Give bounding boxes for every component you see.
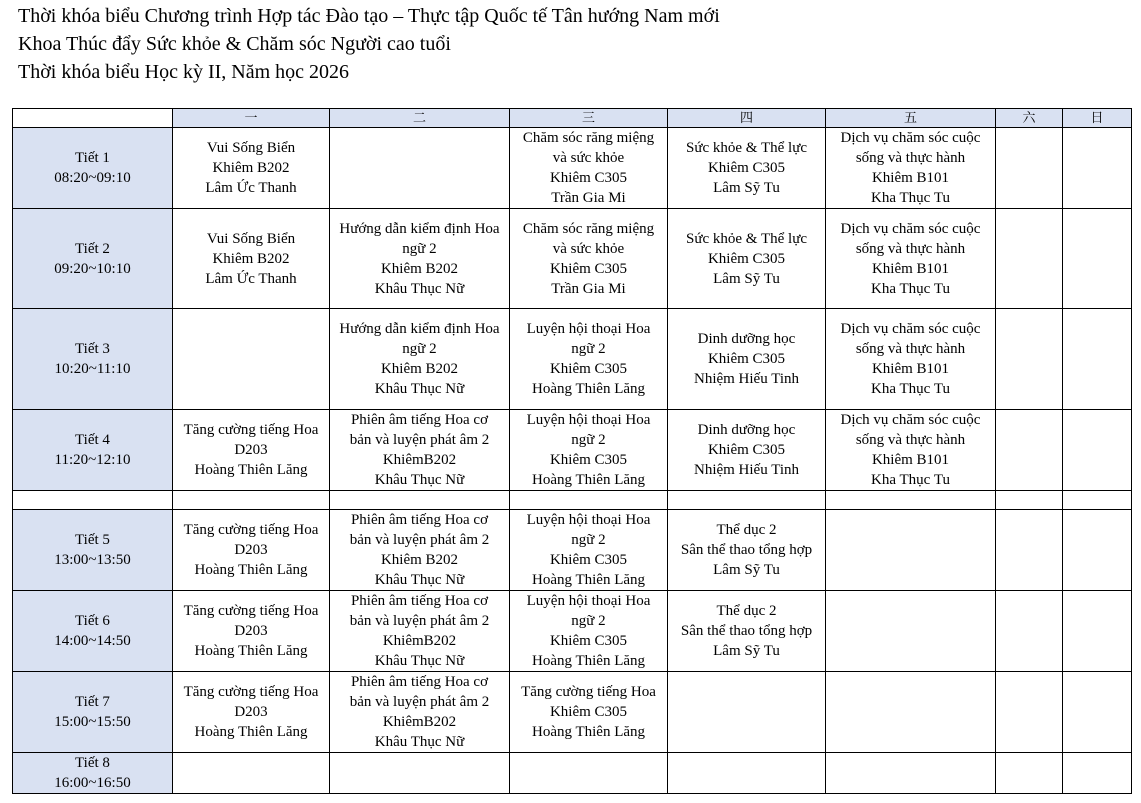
class-cell-line: ngữ 2 — [402, 341, 437, 357]
class-cell-line: Khiêm C305 — [549, 170, 628, 186]
class-cell-line: sống và thực hành — [855, 240, 966, 257]
class-cell-wed — [510, 753, 668, 794]
period-time: 10:20~11:10 — [54, 361, 131, 377]
class-cell-line: Tăng cường tiếng Hoa — [521, 684, 656, 700]
class-cell-line: Phiên âm tiếng Hoa cơ — [350, 593, 489, 609]
period-label-cell — [13, 753, 173, 794]
period-label-cell — [13, 209, 173, 309]
class-cell-sun — [1063, 128, 1132, 209]
class-cell-fri — [826, 591, 996, 672]
class-cell-line: D203 — [234, 623, 268, 639]
class-cell-mon — [173, 510, 330, 591]
class-cell-wed — [510, 309, 668, 410]
class-cell-line: Dinh dưỡng học — [697, 422, 796, 438]
day-header-sat: 六 — [996, 109, 1063, 128]
break-cell — [330, 491, 510, 510]
class-cell-line: Lâm Sỹ Tu — [713, 562, 780, 578]
period-name: Tiết 8 — [75, 755, 110, 771]
class-cell-line: Vui Sống Biển — [206, 140, 296, 156]
period-name: Tiết 6 — [75, 613, 110, 629]
class-cell-line: Khiêm C305 — [707, 442, 786, 458]
class-cell-line: và sức khỏe — [552, 240, 625, 257]
class-cell-sat — [996, 591, 1063, 672]
class-cell-tue — [330, 591, 510, 672]
class-cell-line: Hoàng Thiên Lăng — [194, 643, 308, 659]
class-cell-line: ngữ 2 — [571, 613, 606, 629]
class-cell-line: Chăm sóc răng miệng — [522, 220, 655, 237]
class-cell-thu — [668, 309, 826, 410]
class-cell-mon — [173, 591, 330, 672]
period-row — [13, 510, 1132, 591]
day-header-tue: 二 — [330, 109, 510, 128]
class-cell-line: Hoàng Thiên Lăng — [531, 653, 646, 669]
class-cell-line: Khiêm C305 — [707, 160, 786, 176]
period-name: Tiết 1 — [75, 150, 110, 166]
class-cell-line: bản và luyện phát âm 2 — [349, 532, 490, 548]
class-cell-line: Kha Thục Tu — [871, 381, 950, 397]
class-cell-line: Hoàng Thiên Lăng — [531, 381, 646, 397]
period-row — [13, 410, 1132, 491]
class-cell-line: Dịch vụ chăm sóc cuộc — [840, 412, 981, 428]
class-cell-mon — [173, 753, 330, 794]
class-cell-line: Tăng cường tiếng Hoa — [183, 603, 319, 619]
class-cell-line: Khiêm B101 — [871, 170, 950, 186]
class-cell-sat — [996, 753, 1063, 794]
period-time: 16:00~16:50 — [54, 775, 131, 791]
class-cell-line: Khiêm C305 — [707, 351, 786, 367]
class-cell-line: Phiên âm tiếng Hoa cơ — [350, 674, 489, 690]
period-time: 13:00~13:50 — [54, 552, 131, 568]
class-cell-wed — [510, 510, 668, 591]
class-cell-thu — [668, 672, 826, 753]
class-cell-line: Phiên âm tiếng Hoa cơ — [350, 512, 489, 528]
class-cell-line: KhiêmB202 — [382, 452, 457, 468]
class-cell-line: Hướng dẫn kiểm định Hoa — [339, 321, 500, 337]
class-cell-line: bản và luyện phát âm 2 — [349, 613, 490, 629]
class-cell-sat — [996, 209, 1063, 309]
period-row — [13, 753, 1132, 794]
timetable — [12, 108, 1132, 794]
class-cell-line: Hoàng Thiên Lăng — [531, 724, 646, 740]
class-cell-line: ngữ 2 — [571, 341, 606, 357]
break-cell — [510, 491, 668, 510]
period-row — [13, 309, 1132, 410]
class-cell-line: sống và thực hành — [855, 150, 966, 166]
class-cell-line: và sức khỏe — [552, 150, 625, 166]
break-cell — [668, 491, 826, 510]
break-cell — [1063, 491, 1132, 510]
class-cell-mon — [173, 410, 330, 491]
class-cell-wed — [510, 591, 668, 672]
class-cell-sun — [1063, 591, 1132, 672]
class-cell-line: Hướng dẫn kiểm định Hoa — [339, 220, 500, 237]
class-cell-line: Luyện hội thoại Hoa — [526, 321, 651, 337]
class-cell-wed — [510, 410, 668, 491]
period-row — [13, 672, 1132, 753]
class-cell-sat — [996, 309, 1063, 410]
class-cell-sun — [1063, 753, 1132, 794]
class-cell-line: Khiêm B202 — [380, 552, 459, 568]
class-cell-line: KhiêmB202 — [382, 714, 457, 730]
day-header-fri: 五 — [826, 109, 996, 128]
class-cell-line: Dịch vụ chăm sóc cuộc — [840, 130, 981, 146]
class-cell-tue — [330, 510, 510, 591]
class-cell-line: Trần Gia Mi — [551, 190, 626, 206]
class-cell-wed — [510, 672, 668, 753]
class-cell-sun — [1063, 209, 1132, 309]
class-cell-line: Phiên âm tiếng Hoa cơ — [350, 412, 489, 428]
period-label-cell — [13, 510, 173, 591]
class-cell-sun — [1063, 672, 1132, 753]
class-cell-wed — [510, 209, 668, 309]
class-cell-line: Khiêm C305 — [549, 260, 628, 277]
document-header — [18, 2, 720, 86]
class-cell-line: Nhiệm Hiếu Tinh — [693, 462, 799, 478]
class-cell-line: Luyện hội thoại Hoa — [526, 412, 651, 428]
class-cell-line: Thể dục 2 — [716, 603, 777, 619]
class-cell-fri — [826, 410, 996, 491]
class-cell-line: Hoàng Thiên Lăng — [194, 462, 308, 478]
period-label-cell — [13, 591, 173, 672]
class-cell-mon — [173, 209, 330, 309]
class-cell-line: D203 — [234, 542, 268, 558]
class-cell-line: Kha Thục Tu — [871, 472, 950, 488]
period-label-cell — [13, 672, 173, 753]
class-cell-line: Khiêm B202 — [212, 250, 290, 267]
class-cell-line: Lâm Sỹ Tu — [713, 180, 780, 196]
class-cell-line: Khiêm B101 — [871, 361, 950, 377]
class-cell-fri — [826, 753, 996, 794]
header-title-line: Thời khóa biểu Chương trình Hợp tác Đào tạo – Thực tập Quốc tế Tân hướng Nam mới — [18, 5, 720, 27]
class-cell-line: Luyện hội thoại Hoa — [526, 593, 651, 609]
class-cell-line: Sân thể thao tổng hợp — [680, 542, 813, 558]
class-cell-wed — [510, 128, 668, 209]
period-time: 15:00~15:50 — [54, 714, 131, 730]
period-label-cell — [13, 410, 173, 491]
period-label-cell — [13, 128, 173, 209]
class-cell-line: bản và luyện phát âm 2 — [349, 694, 490, 710]
class-cell-line: Khiêm B202 — [380, 361, 459, 377]
class-cell-line: Khiêm C305 — [549, 552, 628, 568]
break-cell — [13, 491, 173, 510]
class-cell-line: sống và thực hành — [855, 341, 966, 357]
class-cell-line: KhiêmB202 — [382, 633, 457, 649]
class-cell-tue — [330, 128, 510, 209]
class-cell-sat — [996, 510, 1063, 591]
class-cell-line: D203 — [234, 442, 268, 458]
day-header-row — [13, 109, 1132, 128]
class-cell-line: Khâu Thục Nữ — [374, 734, 465, 750]
period-name: Tiết 4 — [75, 432, 110, 448]
break-cell — [996, 491, 1063, 510]
class-cell-line: Hoàng Thiên Lăng — [531, 572, 646, 588]
class-cell-sat — [996, 672, 1063, 753]
class-cell-tue — [330, 753, 510, 794]
period-time: 14:00~14:50 — [54, 633, 131, 649]
class-cell-line: Khâu Thục Nữ — [374, 572, 465, 588]
class-cell-line: Hoàng Thiên Lăng — [531, 472, 646, 488]
class-cell-line: Khiêm C305 — [549, 633, 628, 649]
break-cell — [826, 491, 996, 510]
class-cell-line: Khiêm C305 — [549, 452, 628, 468]
class-cell-line: Kha Thục Tu — [871, 280, 950, 297]
class-cell-sat — [996, 410, 1063, 491]
class-cell-sun — [1063, 309, 1132, 410]
class-cell-line: Sức khỏe & Thể lực — [686, 230, 807, 247]
class-cell-line: Hoàng Thiên Lăng — [194, 562, 308, 578]
class-cell-line: Khiêm B101 — [871, 260, 950, 277]
class-cell-line: sống và thực hành — [855, 432, 966, 448]
class-cell-line: Khiêm B202 — [212, 160, 290, 176]
period-time: 08:20~09:10 — [54, 170, 131, 186]
class-cell-thu — [668, 510, 826, 591]
class-cell-line: D203 — [234, 704, 268, 720]
class-cell-fri — [826, 510, 996, 591]
class-cell-line: Khiêm B202 — [380, 260, 459, 277]
class-cell-line: bản và luyện phát âm 2 — [349, 432, 490, 448]
class-cell-line: Khiêm C305 — [549, 361, 628, 377]
class-cell-line: Dịch vụ chăm sóc cuộc — [840, 321, 981, 337]
corner-cell — [13, 109, 173, 128]
class-cell-line: Lâm Ức Thanh — [205, 270, 297, 287]
day-header-sun: 日 — [1063, 109, 1132, 128]
period-name: Tiết 7 — [75, 694, 110, 710]
class-cell-line: Chăm sóc răng miệng — [522, 130, 655, 146]
class-cell-line: Nhiệm Hiếu Tinh — [693, 371, 799, 387]
class-cell-line: Khâu Thục Nữ — [374, 653, 465, 669]
class-cell-mon — [173, 309, 330, 410]
class-cell-line: Dịch vụ chăm sóc cuộc — [840, 220, 981, 237]
class-cell-line: Lâm Ức Thanh — [205, 180, 297, 196]
header-semester-line: Thời khóa biểu Học kỳ II, Năm học 2026 — [18, 61, 350, 83]
period-name: Tiết 3 — [75, 341, 110, 357]
class-cell-line: Hoàng Thiên Lăng — [194, 724, 308, 740]
class-cell-line: Khâu Thục Nữ — [374, 472, 465, 488]
class-cell-line: Luyện hội thoại Hoa — [526, 512, 651, 528]
class-cell-line: Trần Gia Mi — [551, 280, 626, 297]
break-cell — [173, 491, 330, 510]
class-cell-thu — [668, 209, 826, 309]
class-cell-tue — [330, 309, 510, 410]
lunch-break-row — [13, 491, 1132, 510]
class-cell-thu — [668, 753, 826, 794]
class-cell-line: Tăng cường tiếng Hoa — [183, 522, 319, 538]
class-cell-mon — [173, 128, 330, 209]
header-department-line: Khoa Thúc đẩy Sức khỏe & Chăm sóc Người cao tuổi — [18, 33, 451, 55]
period-row — [13, 209, 1132, 309]
period-name: Tiết 5 — [75, 532, 110, 548]
class-cell-line: Dinh dưỡng học — [697, 331, 796, 347]
class-cell-fri — [826, 209, 996, 309]
period-time: 09:20~10:10 — [54, 260, 131, 277]
class-cell-tue — [330, 672, 510, 753]
class-cell-sat — [996, 128, 1063, 209]
class-cell-line: ngữ 2 — [571, 432, 606, 448]
class-cell-line: Khiêm C305 — [707, 250, 786, 267]
day-header-wed: 三 — [510, 109, 668, 128]
class-cell-line: ngữ 2 — [402, 240, 437, 257]
class-cell-line: Khiêm B101 — [871, 452, 950, 468]
class-cell-line: Lâm Sỹ Tu — [713, 270, 780, 287]
class-cell-line: Sức khỏe & Thể lực — [686, 140, 807, 156]
class-cell-fri — [826, 672, 996, 753]
period-row — [13, 591, 1132, 672]
class-cell-line: Khâu Thục Nữ — [374, 381, 465, 397]
class-cell-line: Sân thể thao tổng hợp — [680, 623, 813, 639]
class-cell-mon — [173, 672, 330, 753]
day-header-mon: 一 — [173, 109, 330, 128]
class-cell-line: Vui Sống Biển — [206, 230, 296, 247]
period-name: Tiết 2 — [75, 240, 110, 257]
class-cell-line: ngữ 2 — [571, 532, 606, 548]
class-cell-tue — [330, 410, 510, 491]
class-cell-sun — [1063, 510, 1132, 591]
class-cell-fri — [826, 128, 996, 209]
class-cell-thu — [668, 410, 826, 491]
class-cell-sun — [1063, 410, 1132, 491]
class-cell-line: Tăng cường tiếng Hoa — [183, 684, 319, 700]
period-label-cell — [13, 309, 173, 410]
class-cell-fri — [826, 309, 996, 410]
class-cell-thu — [668, 128, 826, 209]
class-cell-line: Lâm Sỹ Tu — [713, 643, 780, 659]
period-row — [13, 128, 1132, 209]
class-cell-thu — [668, 591, 826, 672]
class-cell-line: Tăng cường tiếng Hoa — [183, 422, 319, 438]
class-cell-line: Thể dục 2 — [716, 522, 777, 538]
period-time: 11:20~12:10 — [54, 452, 131, 468]
class-cell-tue — [330, 209, 510, 309]
day-header-thu: 四 — [668, 109, 826, 128]
class-cell-line: Khiêm C305 — [549, 704, 628, 720]
class-cell-line: Kha Thục Tu — [871, 190, 950, 206]
class-cell-line: Khâu Thục Nữ — [374, 280, 465, 297]
